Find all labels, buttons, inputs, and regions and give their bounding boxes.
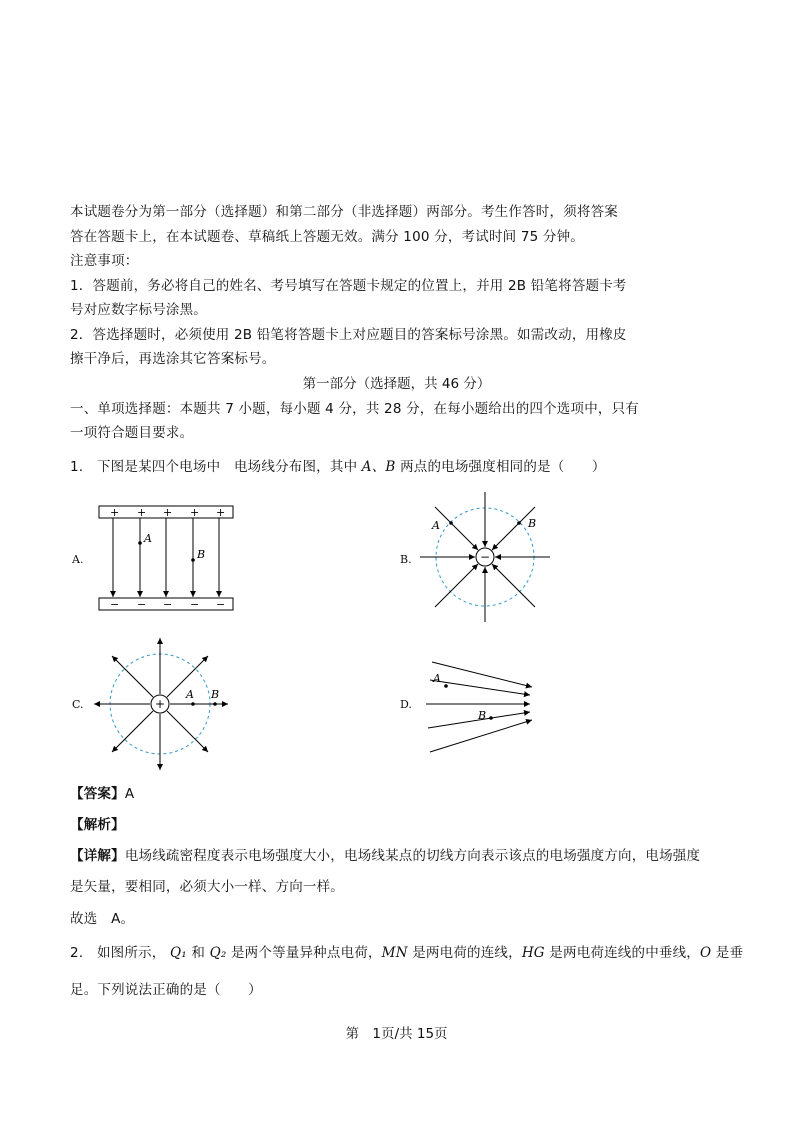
q1-answer — [70, 785, 134, 803]
q1-stem — [70, 458, 606, 476]
point-a-label: A — [432, 519, 440, 532]
q1-stem-points: A、B — [361, 459, 396, 475]
point-a-dot — [449, 521, 453, 525]
option-a-label: A. — [72, 553, 84, 566]
notice-item-2-line-2: 擦干净后，再选涂其它答案标号。 — [70, 351, 276, 367]
svg-text:−: − — [190, 598, 200, 611]
q2-mn: MN — [381, 945, 408, 961]
svg-text:−: − — [163, 598, 173, 611]
svg-text:−: − — [216, 598, 226, 611]
q2-stem-a: 2. 如图所示， — [70, 945, 166, 961]
point-b-label: B — [528, 517, 537, 530]
answer-value: A — [124, 786, 135, 802]
q1-stem-part-a: 1. 下图是某四个电场中 电场线分布图，其中 — [70, 459, 358, 475]
section-heading-line-2: 一项符合题目要求。 — [70, 425, 194, 441]
point-b-label: B — [197, 548, 206, 561]
option-d-label: D. — [400, 698, 412, 711]
intro-line-1: 本试题卷分为第一部分（选择题）和第二部分（非选择题）两部分。考生作答时，须将答案 — [70, 204, 618, 220]
section-heading-line-1: 一、单项选择题：本题共 7 小题，每小题 4 分，共 28 分，在每小题给出的四个选项中，只有 — [70, 401, 640, 417]
field-lines — [426, 662, 532, 752]
option-b-label: B. — [400, 553, 412, 566]
detail-line-2: 是矢量，要相同，必须大小一样、方向一样。 — [70, 879, 344, 895]
svg-text:+: + — [190, 506, 200, 519]
q2-and: 和 — [191, 945, 206, 961]
point-a-dot — [138, 541, 142, 545]
q1-conclusion: 故选 A。 — [70, 911, 135, 927]
notice-item-1-line-1: 1．答题前，务必将自己的姓名、考号填写在答题卡规定的位置上，并用 2B 铅笔将答题卡考 — [70, 278, 627, 294]
intro-line-2: 答在答题卡上，在本试题卷、草稿纸上答题无效。满分 100 分，考试时间 75 分钟。 — [70, 229, 585, 245]
point-b-label: B — [211, 688, 220, 701]
q2-stem-c: 是两电荷的连线， — [412, 945, 522, 961]
svg-text:+: + — [137, 506, 147, 519]
point-a-label: A — [144, 532, 152, 545]
detail-line-1 — [70, 847, 700, 865]
point-a-label: A — [186, 688, 194, 701]
svg-text:−: − — [137, 598, 147, 611]
positive-charge-sign: + — [154, 697, 166, 711]
part1-title: 第一部分（选择题，共 46 分） — [302, 376, 491, 392]
q2-charge-2: Q₂ — [209, 945, 227, 961]
point-b-label: B — [478, 709, 487, 722]
point-a-label: A — [433, 672, 441, 685]
detail-tag: 【详解】 — [70, 848, 125, 864]
svg-text:−: − — [110, 598, 120, 611]
svg-text:+: + — [110, 506, 120, 519]
answer-tag: 【答案】 — [70, 786, 125, 802]
analysis-tag: 【解析】 — [70, 817, 125, 833]
negative-charge-sign: − — [479, 550, 491, 564]
notice-item-1-line-2: 号对应数字标号涂黑。 — [70, 302, 207, 318]
point-a-dot — [191, 702, 195, 706]
point-b-dot — [489, 716, 493, 720]
q2-charge-1: Q₁ — [169, 945, 187, 961]
notice-item-2-line-1: 2．答选择题时，必须使用 2B 铅笔将答题卡上对应题目的答案标号涂黑。如需改动，用橡皮 — [70, 327, 627, 343]
q2-stem-e: 是垂 — [715, 945, 744, 961]
page-footer: 第 1页/共 15页 — [345, 1026, 448, 1042]
svg-text:+: + — [216, 506, 226, 519]
figure-option-d — [420, 655, 550, 755]
figure-option-b — [415, 490, 555, 630]
point-a-dot — [444, 684, 448, 688]
figure-option-a — [95, 500, 245, 620]
q2-o: O — [700, 945, 712, 961]
figure-option-c — [90, 635, 235, 775]
q1-stem-part-b: 两点的电场强度相同的是（ ） — [400, 459, 606, 475]
q2-stem-d: 是两电荷连线的中垂线， — [549, 945, 700, 961]
option-c-label: C. — [72, 698, 84, 711]
point-b-dot — [191, 558, 195, 562]
q2-stem-b: 是两个等量异种点电荷， — [230, 945, 382, 961]
point-b-dot — [517, 521, 521, 525]
q2-hg: HG — [521, 945, 545, 961]
detail-text-1: 电场线疏密程度表示电场强度大小，电场线某点的切线方向表示该点的电场强度方向，电场强度 — [124, 848, 701, 864]
svg-text:+: + — [163, 506, 173, 519]
point-b-dot — [213, 702, 217, 706]
q2-stem-line-2: 足。下列说法正确的是（ ） — [70, 982, 262, 998]
notice-heading: 注意事项： — [70, 253, 139, 269]
q2-stem-line-1 — [70, 944, 743, 962]
